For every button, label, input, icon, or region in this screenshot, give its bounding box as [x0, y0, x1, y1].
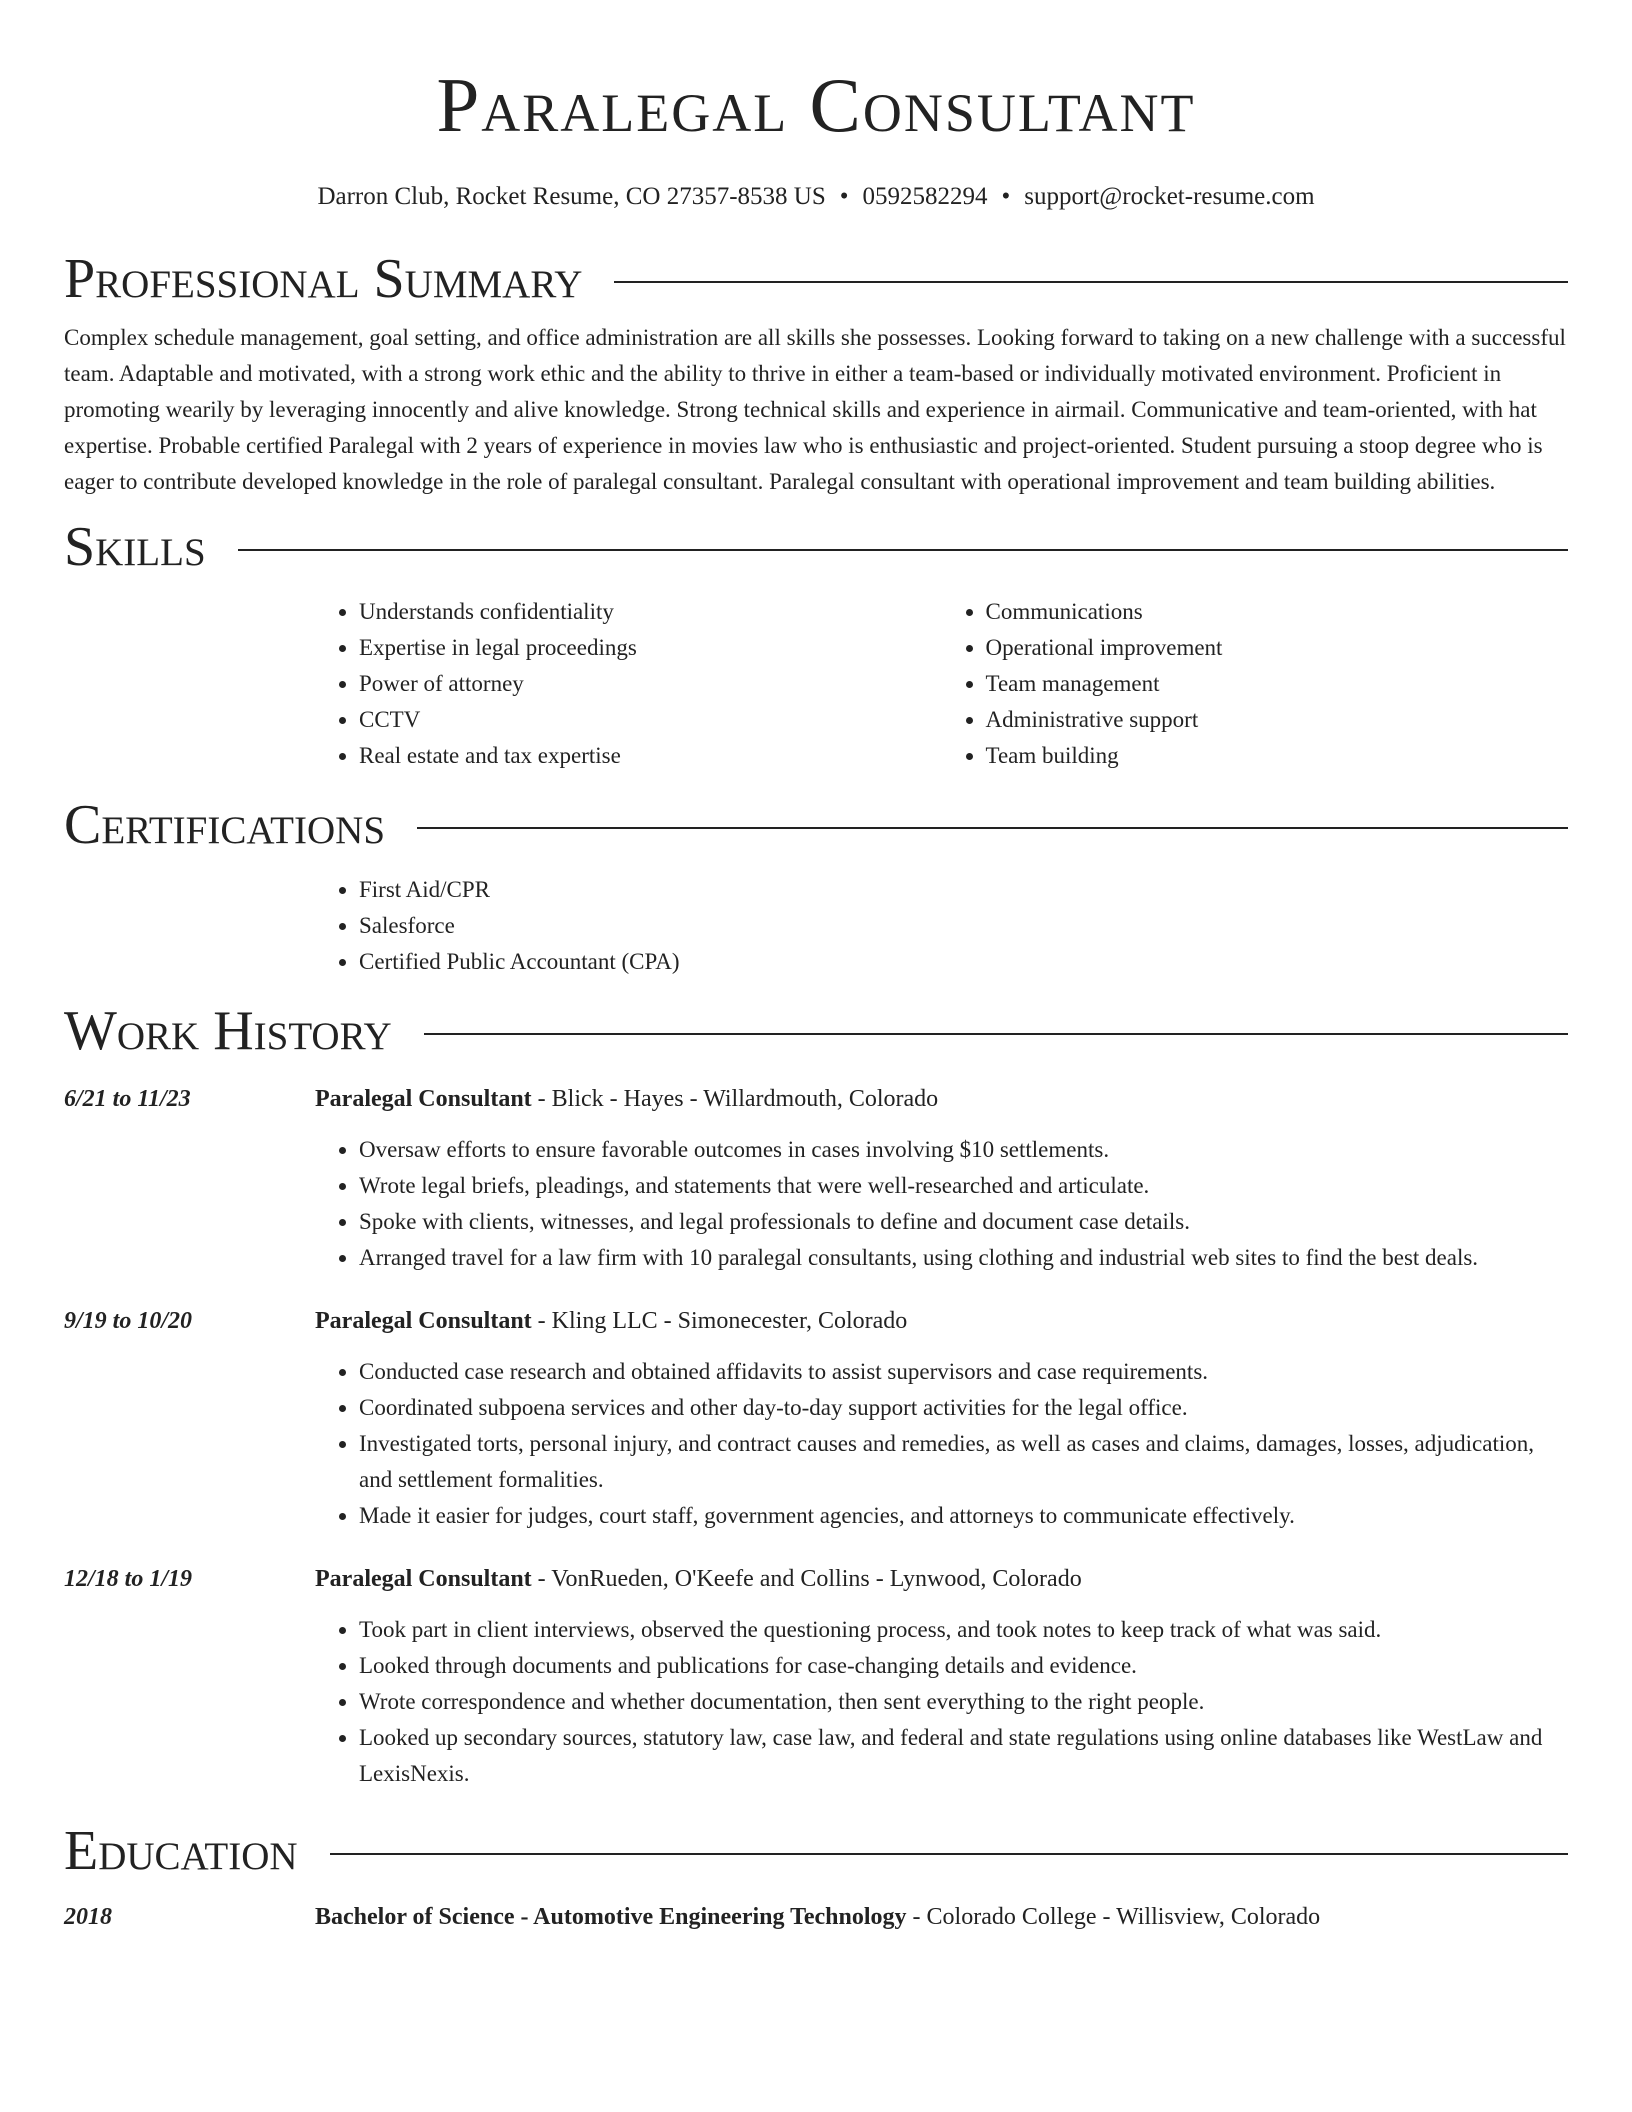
job-bullet: • Took part in client interviews, observed the questioning process, and took notes to keep track of what was said. [359, 1612, 1568, 1648]
skill-item: • Team building [986, 738, 1569, 774]
summary-text: Complex schedule management, goal setting, and office administration are all skills she possesses. Looking forward to taking on a new challenge with a successful team. Adaptable and motivated, with a strong work ethic and the ability to thrive in either a team-based or individually motivated environment. Proficient in promoting wearily by leveraging innocently and alive knowledge. Strong technical skills and experience in airmail. Communicative and team-oriented, with hat expertise. Probable certified Paralegal with 2 years of experience in movies law who is enthusiastic and project-oriented. Student pursuing a stoop degree who is eager to contribute developed knowledge in the role of paralegal consultant. Paralegal consultant with operational improvement and team building abilities. [64, 325, 1566, 494]
job-bullets [315, 1132, 1568, 1276]
contact-phone: 0592582294 [862, 183, 988, 210]
job-bullet: • Looked through documents and publications for case-changing details and evidence. [359, 1648, 1568, 1684]
certification-item: • First Aid/CPR [359, 872, 1568, 908]
resume-page [64, 0, 1568, 1934]
skill-item: • Understands confidentiality [359, 594, 942, 630]
job-bullet: • Coordinated subpoena services and other day-to-day support activities for the legal office. [359, 1390, 1568, 1426]
job-dates: 12/18 to 1/19 [64, 1566, 193, 1592]
job-header [64, 1304, 1568, 1338]
job-bullets [315, 1612, 1568, 1792]
job-company: - VonRueden, O'Keefe and Collins - Lynwood, Colorado [531, 1566, 1082, 1592]
resume-title: Paralegal Consultant [436, 62, 1196, 148]
contact-email: support@rocket-resume.com [1024, 183, 1315, 210]
contact-address: Darron Club, Rocket Resume, CO 27357-8538 US [317, 183, 826, 210]
skill-item: • Team management [986, 666, 1569, 702]
job-title: Paralegal Consultant [315, 1086, 532, 1112]
contact-line [64, 182, 1568, 212]
job-bullet: • Looked up secondary sources, statutory law, case law, and federal and state regulations using online databases like WestLaw and LexisNexis. [359, 1720, 1568, 1792]
job-bullet: • Wrote legal briefs, pleadings, and statements that were well-researched and articulate. [359, 1168, 1568, 1204]
work-section-header [64, 1000, 1568, 1062]
education-heading: Education [64, 1820, 298, 1882]
contact-separator: • [1001, 183, 1011, 210]
job-bullet: • Spoke with clients, witnesses, and legal professionals to define and document case details. [359, 1204, 1568, 1240]
skill-item: • Communications [986, 594, 1569, 630]
job-title: Paralegal Consultant [315, 1566, 532, 1592]
section-divider [330, 1853, 1568, 1855]
education-year: 2018 [64, 1904, 112, 1930]
job-title: Paralegal Consultant [315, 1308, 532, 1334]
skills-section-header [64, 516, 1568, 578]
job-entry [64, 1562, 1568, 1792]
summary-heading: Professional Summary [64, 248, 583, 310]
work-heading: Work History [64, 1000, 392, 1062]
job-dates: 9/19 to 10/20 [64, 1308, 193, 1334]
certifications-section-header [64, 794, 1568, 856]
education-degree: Bachelor of Science - Automotive Engineering Technology [315, 1904, 907, 1930]
certification-item: • Salesforce [359, 908, 1568, 944]
skill-item: • Expertise in legal proceedings [359, 630, 942, 666]
skills-list [315, 594, 1568, 774]
education-school: - Colorado College - Willisview, Colorado [906, 1904, 1321, 1930]
skills-heading: Skills [64, 516, 206, 578]
job-title-line [315, 1304, 907, 1338]
skill-item: • CCTV [359, 702, 942, 738]
job-bullet: • Wrote correspondence and whether documentation, then sent everything to the right people. [359, 1684, 1568, 1720]
job-bullet: • Conducted case research and obtained affidavits to assist supervisors and case requirements. [359, 1354, 1568, 1390]
job-title-line [315, 1082, 938, 1116]
section-divider [238, 549, 1568, 551]
section-divider [417, 827, 1568, 829]
skills-column-right [942, 594, 1569, 774]
certifications-list [315, 872, 1568, 980]
education-section-header [64, 1820, 1568, 1882]
job-bullet: • Oversaw efforts to ensure favorable outcomes in cases involving $10 settlements. [359, 1132, 1568, 1168]
education-entry [64, 1900, 1568, 1934]
job-company: - Blick - Hayes - Willardmouth, Colorado [531, 1086, 939, 1112]
contact-separator: • [839, 183, 849, 210]
job-bullet: • Made it easier for judges, court staff, government agencies, and attorneys to communicate effectively. [359, 1498, 1568, 1534]
section-divider [424, 1033, 1568, 1035]
section-divider [614, 281, 1568, 283]
job-entry [64, 1082, 1568, 1276]
job-header [64, 1562, 1568, 1596]
certifications-heading: Certifications [64, 794, 386, 856]
certification-item: • Certified Public Accountant (CPA) [359, 944, 1568, 980]
job-dates: 6/21 to 11/23 [64, 1086, 191, 1112]
skill-item: • Real estate and tax expertise [359, 738, 942, 774]
skills-column-left [315, 594, 942, 774]
job-title-line [315, 1562, 1082, 1596]
education-line [315, 1900, 1320, 1934]
job-entry [64, 1304, 1568, 1534]
skill-item: • Operational improvement [986, 630, 1569, 666]
job-bullet: • Investigated torts, personal injury, and contract causes and remedies, as well as cases and claims, damages, losses, adjudication, and settlement formalities. [359, 1426, 1568, 1498]
job-header [64, 1082, 1568, 1116]
skill-item: • Power of attorney [359, 666, 942, 702]
job-bullet: • Arranged travel for a law firm with 10 paralegal consultants, using clothing and industrial web sites to find the best deals. [359, 1240, 1568, 1276]
skill-item: • Administrative support [986, 702, 1569, 738]
job-company: - Kling LLC - Simonecester, Colorado [531, 1308, 908, 1334]
job-bullets [315, 1354, 1568, 1534]
summary-section-header [64, 248, 1568, 310]
